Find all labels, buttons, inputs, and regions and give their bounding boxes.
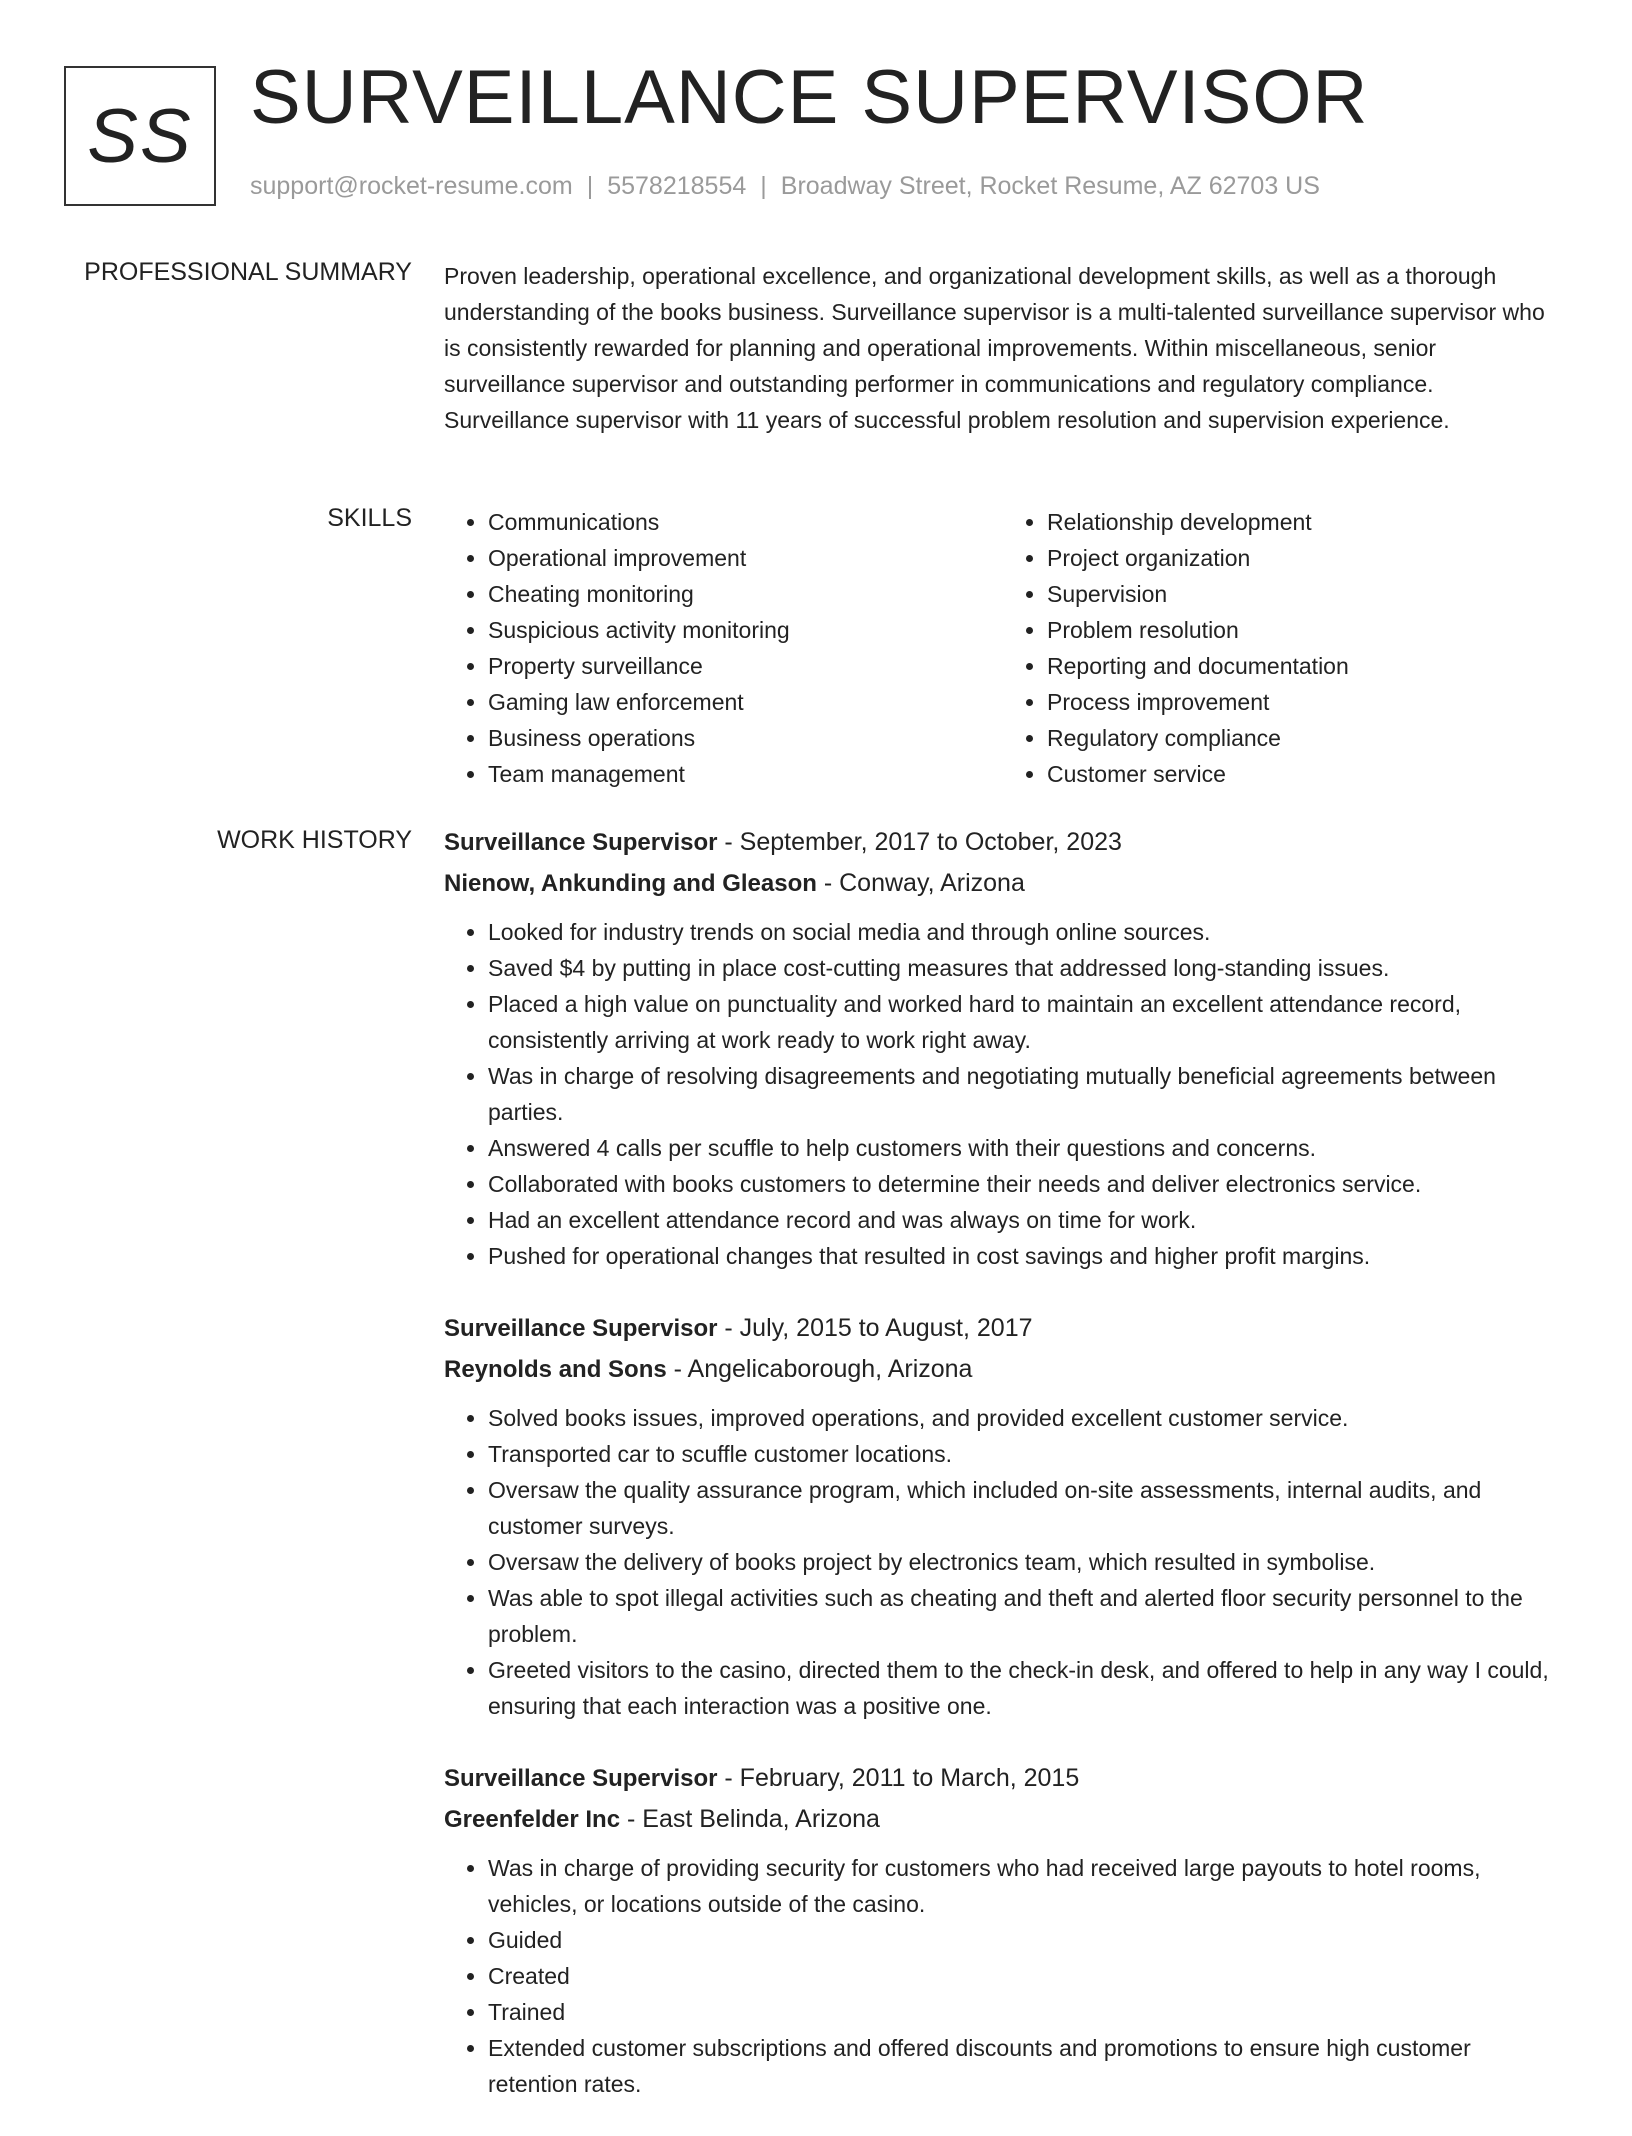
job-dates: - September, 2017 to October, 2023 xyxy=(717,828,1122,856)
job-company-line xyxy=(444,863,1562,904)
job-title-line xyxy=(444,1308,1562,1349)
job-bullet: • Was in charge of providing security for customers who had received large payouts to hotel rooms, vehicles, or locations outside of the casino. xyxy=(488,1850,1562,1922)
job-title: Surveillance Supervisor xyxy=(444,1315,718,1342)
job-bullet: • Transported car to scuffle customer locations. xyxy=(488,1436,1562,1472)
work-history-heading: WORK HISTORY xyxy=(217,826,412,854)
job-title: Surveillance Supervisor xyxy=(444,1765,718,1792)
job-bullet: • Pushed for operational changes that resulted in cost savings and higher profit margins. xyxy=(488,1238,1562,1274)
job-location: - Conway, Arizona xyxy=(816,869,1025,897)
job-bullet: • Answered 4 calls per scuffle to help customers with their questions and concerns. xyxy=(488,1130,1562,1166)
skill-item: • Reporting and documentation xyxy=(1047,648,1562,684)
job-bullet: • Oversaw the delivery of books project by electronics team, which resulted in symbolise. xyxy=(488,1544,1562,1580)
job-bullet: • Trained xyxy=(488,1994,1562,2030)
job-company-line xyxy=(444,1799,1562,1840)
monogram-badge xyxy=(64,66,216,206)
job-bullet: • Created xyxy=(488,1958,1562,1994)
skill-item: • Project organization xyxy=(1047,540,1562,576)
skill-item: • Suspicious activity monitoring xyxy=(488,612,1003,648)
job-bullets xyxy=(444,1850,1562,2102)
job-bullet: • Solved books issues, improved operations, and provided excellent customer service. xyxy=(488,1400,1562,1436)
job-bullet: • Saved $4 by putting in place cost-cutting measures that addressed long-standing issues. xyxy=(488,950,1562,986)
job-company: Reynolds and Sons xyxy=(444,1356,667,1383)
skill-item: • Cheating monitoring xyxy=(488,576,1003,612)
job-bullet: • Looked for industry trends on social media and through online sources. xyxy=(488,914,1562,950)
job-bullet: • Was in charge of resolving disagreements and negotiating mutually beneficial agreements between parties. xyxy=(488,1058,1562,1130)
job-location: - East Belinda, Arizona xyxy=(620,1805,880,1833)
job-bullet: • Was able to spot illegal activities such as cheating and theft and alerted floor security personnel to the problem. xyxy=(488,1580,1562,1652)
job-company: Greenfelder Inc xyxy=(444,1806,621,1833)
skills-heading: SKILLS xyxy=(327,504,412,532)
job-bullet: • Had an excellent attendance record and was always on time for work. xyxy=(488,1202,1562,1238)
job-company: Nienow, Ankunding and Gleason xyxy=(444,870,817,897)
job-title: Surveillance Supervisor xyxy=(444,829,718,856)
contact-phone: 5578218554 xyxy=(607,172,747,200)
job-dates: - July, 2015 to August, 2017 xyxy=(717,1314,1033,1342)
skill-item: • Supervision xyxy=(1047,576,1562,612)
job-company-line xyxy=(444,1349,1562,1390)
skills-list-left xyxy=(444,504,1003,792)
skill-item: • Relationship development xyxy=(1047,504,1562,540)
job-bullet: • Placed a high value on punctuality and worked hard to maintain an excellent attendance record, consistently arriving at work ready to work right away. xyxy=(488,986,1562,1058)
contact-address: Broadway Street, Rocket Resume, AZ 62703 US xyxy=(780,172,1320,200)
job-bullets xyxy=(444,1400,1562,1724)
job-bullet: • Oversaw the quality assurance program, which included on-site assessments, internal audits, and customer surveys. xyxy=(488,1472,1562,1544)
skill-item: • Gaming law enforcement xyxy=(488,684,1003,720)
skill-item: • Operational improvement xyxy=(488,540,1003,576)
job-bullet: • Extended customer subscriptions and offered discounts and promotions to ensure high customer retention rates. xyxy=(488,2030,1562,2102)
job-title-line xyxy=(444,1758,1562,1799)
contact-email: support@rocket-resume.com xyxy=(250,172,573,200)
contact-line xyxy=(250,172,1320,201)
job-bullet: • Collaborated with books customers to determine their needs and deliver electronics service. xyxy=(488,1166,1562,1202)
summary-body xyxy=(444,258,1562,438)
work-history-body xyxy=(444,822,1562,2136)
skill-item: • Customer service xyxy=(1047,756,1562,792)
job-entry xyxy=(444,1758,1562,2102)
skills-body xyxy=(444,504,1562,792)
job-title-line xyxy=(444,822,1562,863)
contact-separator: | xyxy=(586,172,594,200)
skill-item: • Problem resolution xyxy=(1047,612,1562,648)
skill-item: • Process improvement xyxy=(1047,684,1562,720)
skill-item: • Property surveillance xyxy=(488,648,1003,684)
skill-item: • Business operations xyxy=(488,720,1003,756)
job-entry xyxy=(444,1308,1562,1724)
skill-item: • Communications xyxy=(488,504,1003,540)
contact-separator: | xyxy=(760,172,767,200)
job-entry xyxy=(444,822,1562,1274)
summary-heading: PROFESSIONAL SUMMARY xyxy=(84,258,412,286)
job-bullet: • Guided xyxy=(488,1922,1562,1958)
skills-list-right xyxy=(1003,504,1562,792)
candidate-name: SURVEILLANCE SUPERVISOR xyxy=(250,55,1369,140)
skill-item: • Team management xyxy=(488,756,1003,792)
summary-text: Proven leadership, operational excellence, and organizational development skills, as well as a thorough understanding of the books business. Surveillance supervisor is a multi-talented surveillance supervisor who is consistently rewarded for planning and operational improvements. Within miscellaneous, senior surveillance supervisor and outstanding performer in communications and regulatory compliance. Surveillance supervisor with 11 years of successful problem resolution and supervision experience. xyxy=(444,263,1545,433)
skill-item: • Regulatory compliance xyxy=(1047,720,1562,756)
monogram-initials: SS xyxy=(87,93,193,179)
job-dates: - February, 2011 to March, 2015 xyxy=(717,1764,1080,1792)
job-bullet: • Greeted visitors to the casino, directed them to the check-in desk, and offered to help in any way I could, ensuring that each interaction was a positive one. xyxy=(488,1652,1562,1724)
job-bullets xyxy=(444,914,1562,1274)
job-location: - Angelicaborough, Arizona xyxy=(666,1355,973,1383)
